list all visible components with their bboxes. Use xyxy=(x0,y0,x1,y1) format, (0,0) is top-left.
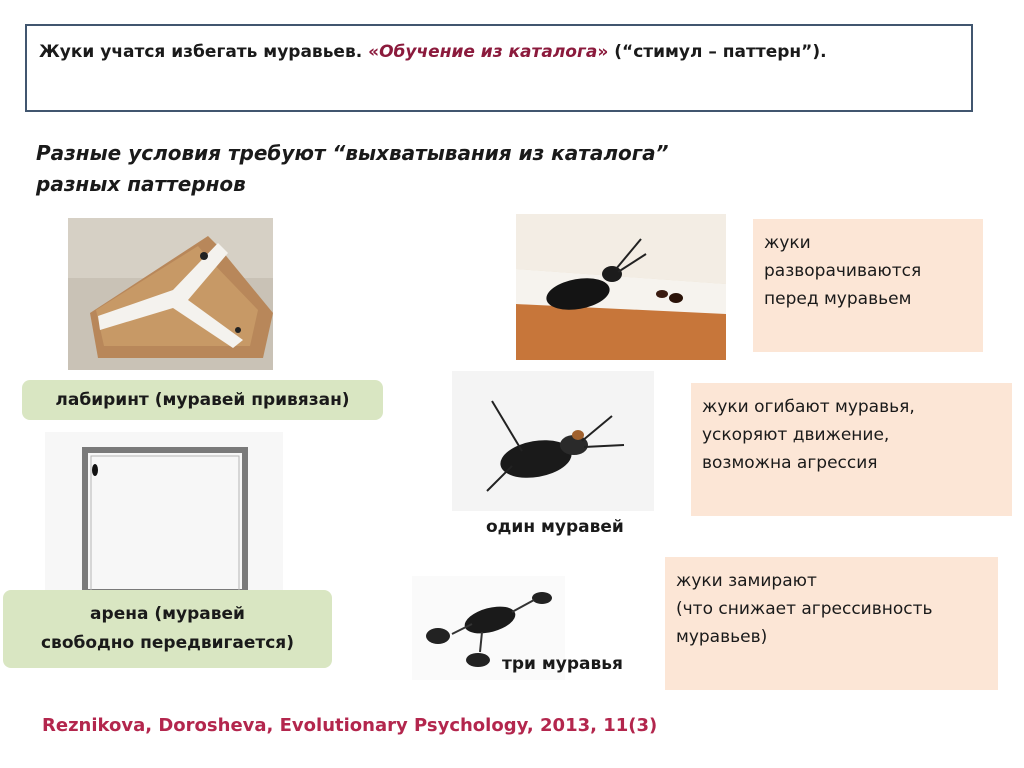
arena-label-line-1: арена (муравей xyxy=(90,604,245,624)
three-ants-caption: три муравья xyxy=(502,654,623,674)
title-italic: Обучение из каталога xyxy=(379,42,598,62)
subtitle-line-2: разных паттернов xyxy=(36,172,246,196)
slide-title xyxy=(39,42,827,62)
subtitle xyxy=(36,138,669,200)
title-quote-open: « xyxy=(368,42,380,62)
box3-line-3: муравьев) xyxy=(676,627,768,647)
box3-line-1: жуки замирают xyxy=(676,571,817,591)
title-text-end: (“стимул – паттерн”). xyxy=(608,42,827,62)
title-text: Жуки учатся избегать муравьев. xyxy=(39,42,369,62)
box2-line-2: ускоряют движение, xyxy=(702,425,890,445)
beetles-freeze-box xyxy=(665,557,998,690)
citation: Reznikova, Dorosheva, Evolutionary Psychology, 2013, 11(3) xyxy=(42,715,658,736)
arena-photo xyxy=(45,432,283,592)
one-ant-photo xyxy=(452,371,654,511)
beetles-circle-box xyxy=(691,383,1012,516)
subtitle-line-1: Разные условия требуют “выхватывания из каталога” xyxy=(36,141,669,165)
maze-photo xyxy=(68,218,273,370)
box1-line-3: перед муравьем xyxy=(764,289,912,309)
box2-line-3: возможна агрессия xyxy=(702,453,878,473)
beetles-turn-box xyxy=(753,219,983,352)
maze-label xyxy=(22,380,383,420)
title-quote-close: » xyxy=(597,42,609,62)
beetle-turns-photo xyxy=(516,214,726,360)
one-ant-caption: один муравей xyxy=(486,517,624,537)
box1-line-1: жуки xyxy=(764,233,811,253)
box1-line-2: разворачиваются xyxy=(764,261,922,281)
title-box xyxy=(25,24,973,112)
box2-line-1: жуки огибают муравья, xyxy=(702,397,915,417)
box3-line-2: (что снижает агрессивность xyxy=(676,599,933,619)
arena-label xyxy=(3,590,332,668)
maze-label-text: лабиринт (муравей привязан) xyxy=(55,390,350,410)
arena-label-line-2: свободно передвигается) xyxy=(40,633,294,653)
